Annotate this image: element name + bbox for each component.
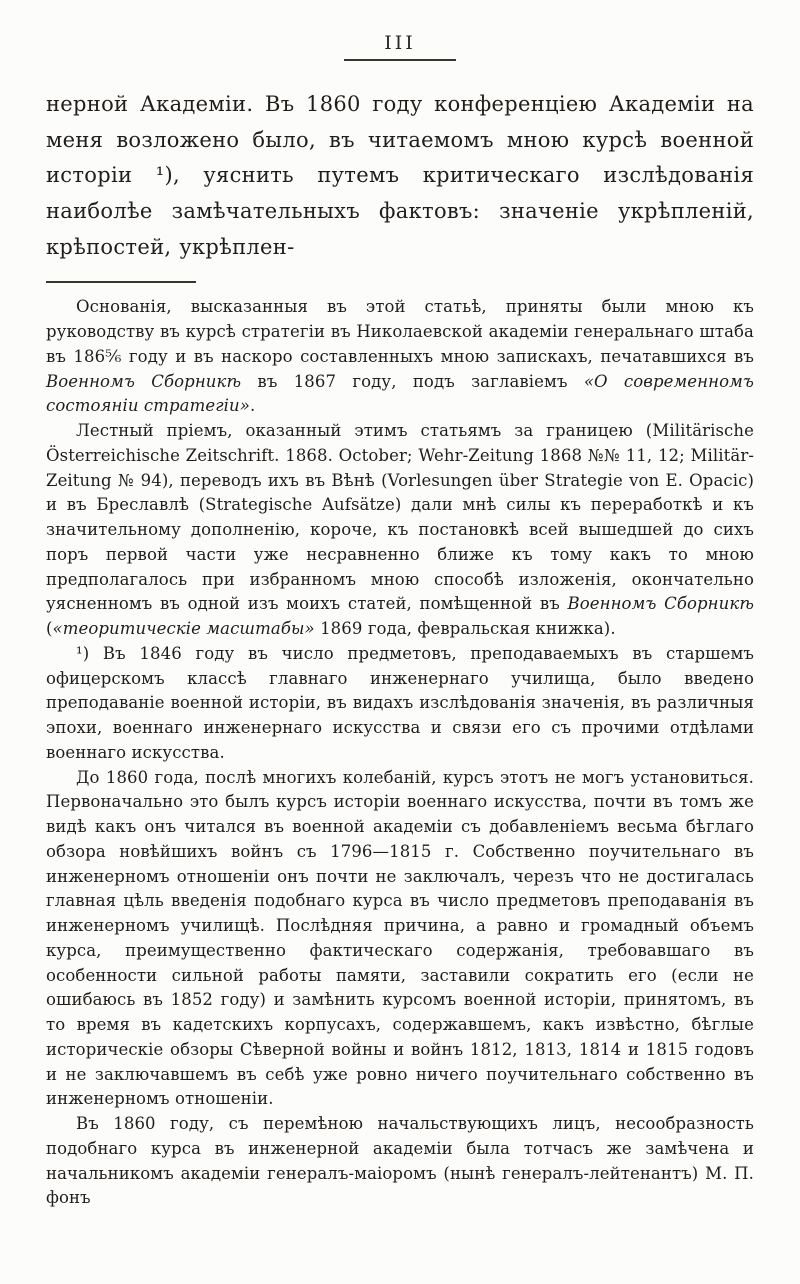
footnote-text-segment: Основанія, высказанныя въ этой статьѣ, приняты были мною къ руководству въ курсѣ стратегіи въ Николаевской академіи генеральнаго штаба въ 186⁵⁄₆ году и въ наскоро составленныхъ мною запискахъ, печатавшихся въ xyxy=(46,297,754,366)
footnote-text-segment: Лестный пріемъ, оказанный этимъ статьямъ за границею (Militärische Österreichische Zeitschrift. 1868. October; Wehr-Zeitung 1868 №№ 11, 12; Militär-Zeitung № 94), переводъ ихъ въ Вѣнѣ (Vorlesungen über Strategie von E. Opacic) и въ Бреславлѣ (Strategische Aufsätze) дали мнѣ силы къ переработкѣ и къ значительному дополненію, короче, къ постановкѣ всей вышедшей до сихъ поръ первой части уже несравненно ближе къ тому какъ то мною предполагалось при избранномъ мною способѣ изложенія, окончательно уясненномъ въ одной изъ моихъ статей, помѣщенной въ xyxy=(46,421,754,614)
footnote-paragraph-4: До 1860 года, послѣ многихъ колебаній, курсъ этотъ не могъ установиться. Первоначально это былъ курсъ исторіи военнаго искусства, почти въ томъ же видѣ какъ онъ читался въ военной академіи съ добавленіемъ весьма бѣглаго обзора новѣйшихъ войнъ съ 1796—1815 г. Собственно поучительнаго въ инженерномъ отношеніи онъ почти не заключалъ, черезъ что не достигалась главная цѣль введенія подобнаго курса въ число предметовъ преподаванія въ инженерномъ училищѣ. Послѣдняя причина, а равно и громадный объемъ курса, преимущественно фактическаго содержанія, требовавшаго въ особенности сильной работы памяти, заставили сократить его (если не ошибаюсь въ 1852 году) и замѣнить курсомъ военной исторіи, принятомъ, въ то время въ кадетскихъ корпусахъ, содержавшемъ, какъ извѣстно, бѣглые историческіе обзоры Сѣверной войны и войнъ 1812, 1813, 1814 и 1815 годовъ и не заключавшемъ въ себѣ уже ровно ничего поучительнаго собственно въ инженерномъ отношеніи. xyxy=(46,767,754,1109)
footnote-text-segment: въ 1867 году, подъ заглавіемъ xyxy=(241,371,584,391)
footnote-text-segment: ( xyxy=(46,619,53,639)
footnotes-section xyxy=(46,295,754,1211)
footnote-text-segment: 1869 года, февральская книжка). xyxy=(314,619,616,639)
footnote-italic-segment: Военномъ Сборникѣ xyxy=(567,594,754,614)
footnote-paragraph-1 xyxy=(46,295,754,419)
footnote-separator xyxy=(46,281,196,283)
page-header xyxy=(46,32,754,61)
page-number-rule xyxy=(344,59,456,61)
main-paragraph: нерной Академіи. Въ 1860 году конференціею Академіи на меня возложено было, въ читаемомъ мною курсѣ военной исторіи ¹), уяснить путемъ критическаго изслѣдованія наиболѣе замѣчательныхъ фактовъ: значеніе укрѣпленій, крѣпостей, укрѣплен- xyxy=(46,92,754,259)
footnote-italic-segment: «теоритическіе масштабы» xyxy=(52,619,315,639)
footnote-paragraph-3: ¹) Въ 1846 году въ число предметовъ, преподаваемыхъ въ старшемъ офицерскомъ классѣ главнаго инженернаго училища, было введено преподаваніе военной исторіи, въ видахъ изслѣдованія значенія, въ различныя эпохи, военнаго инженернаго искусства и связи его съ прочими отдѣлами военнаго искусства. xyxy=(46,643,754,762)
footnote-text-segment: . xyxy=(249,396,256,416)
footnote-italic-segment: Военномъ Сборникѣ xyxy=(46,371,242,391)
footnote-italic-segment: «О современномъ состояніи стратегіи» xyxy=(46,371,755,416)
page-number: III xyxy=(384,32,416,54)
footnote-paragraph-2 xyxy=(46,419,754,642)
footnote-paragraph-5: Въ 1860 году, съ перемѣною начальствующихъ лицъ, несообразность подобнаго курса въ инженерной академіи была тотчасъ же замѣчена и начальникомъ академіи генералъ-маіоромъ (нынѣ генералъ-лейтенантъ) М. П. фонъ xyxy=(46,1114,754,1208)
